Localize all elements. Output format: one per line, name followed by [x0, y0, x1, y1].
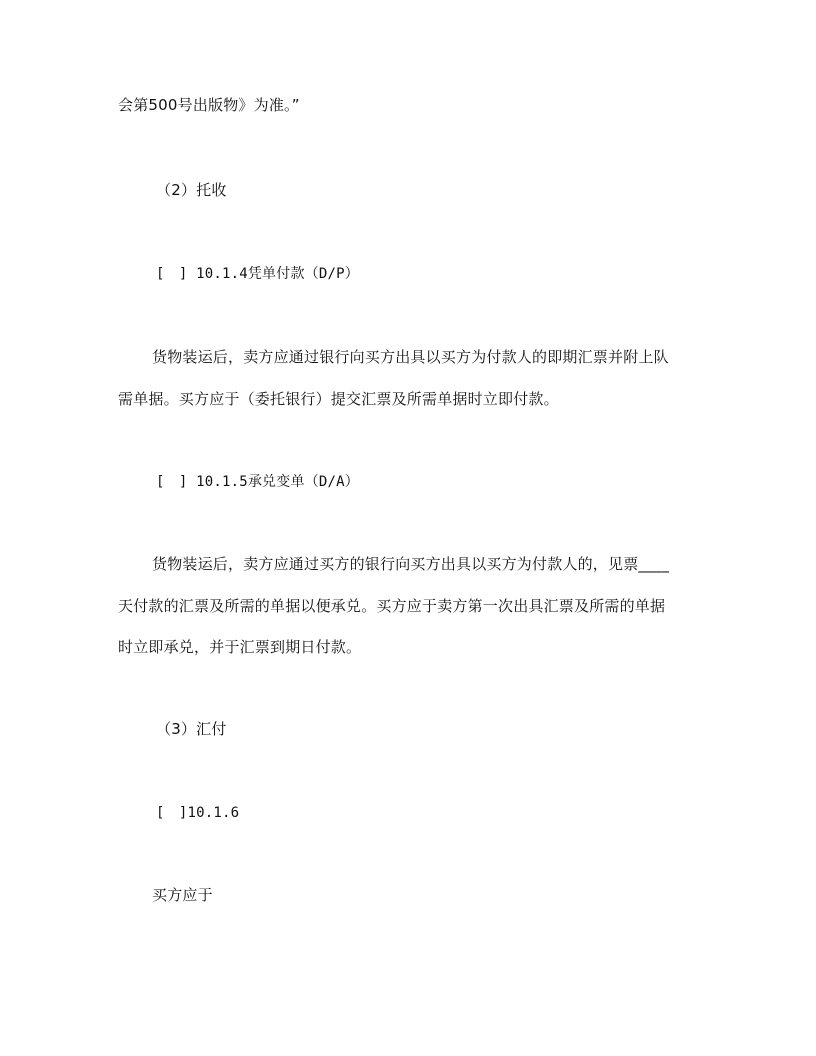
clause-10-1-4: [ ] 10.1.4凭单付款（D/P）	[156, 266, 359, 282]
text-line-1: 会第500号出版物》为准。”	[118, 96, 300, 114]
section-heading-collection: （2）托收	[156, 181, 227, 199]
clause-10-1-5: [ ] 10.1.5承兑变单（D/A）	[156, 474, 359, 490]
clause-10-1-6: [ ]10.1.6	[156, 805, 240, 821]
text-line-7: 货物装运后，卖方应通过买方的银行向买方出具以买方为付款人的，见票____	[152, 555, 670, 573]
text-line-4: 货物装运后，卖方应通过银行向买方出具以买方为付款人的即期汇票并附上队	[152, 348, 669, 366]
text-line-5: 需单据。买方应于（委托银行）提交汇票及所需单据时立即付款。	[118, 390, 559, 408]
text-line-8: 天付款的汇票及所需的单据以便承兑。买方应于卖方第一次出具汇票及所需的单据	[118, 597, 666, 615]
text-line-12: 买方应于	[152, 886, 213, 904]
text-line-9: 时立即承兑，并于汇票到期日付款。	[118, 638, 362, 656]
section-heading-remittance: （3）汇付	[156, 720, 227, 738]
